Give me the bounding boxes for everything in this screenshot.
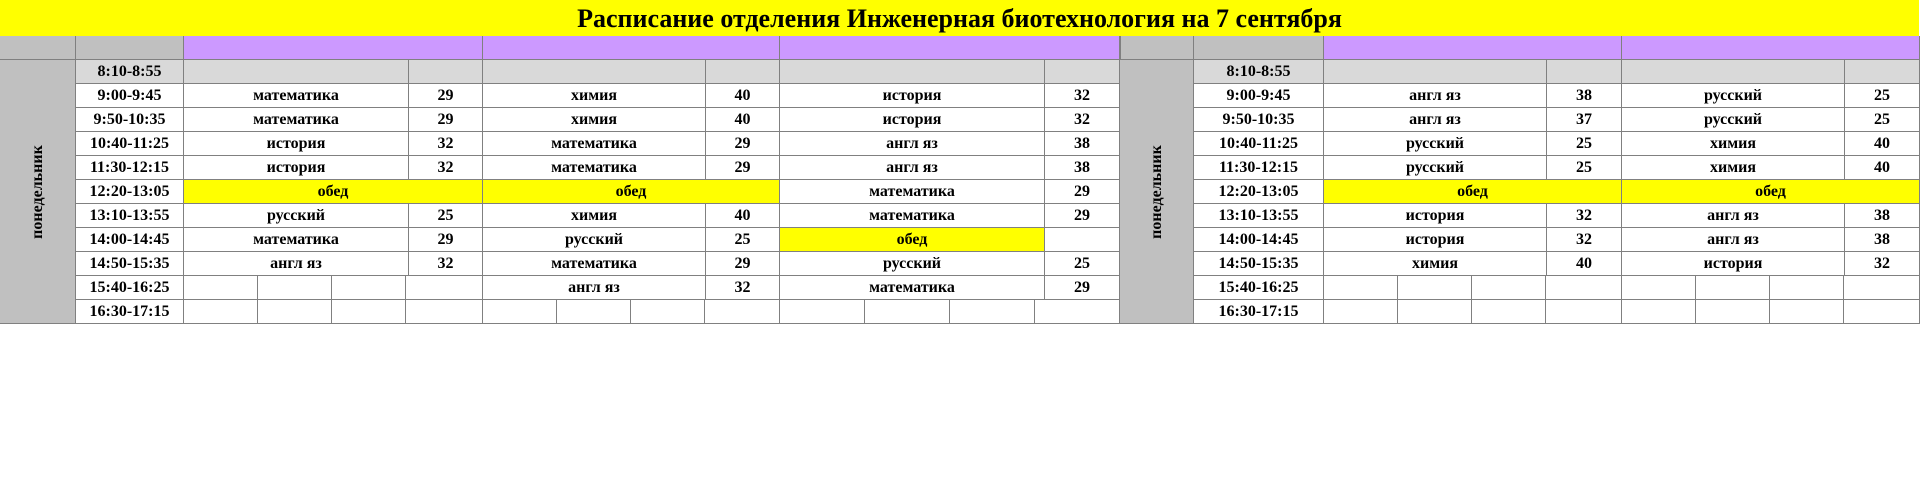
slot-empty bbox=[780, 60, 1045, 84]
time-slot: 11:30-12:15 bbox=[76, 156, 184, 180]
day-label-text: понедельник bbox=[1147, 144, 1165, 239]
empty-cell bbox=[1546, 276, 1622, 300]
empty-cell bbox=[258, 276, 332, 300]
subject-cell: математика bbox=[184, 108, 409, 132]
empty-cell bbox=[1770, 276, 1844, 300]
day-label-text: понедельник bbox=[28, 144, 46, 239]
room-number-cell: 40 bbox=[706, 108, 780, 132]
lunch-cell: обед bbox=[483, 180, 780, 204]
empty-cell bbox=[184, 300, 258, 324]
subject-cell: история bbox=[780, 108, 1045, 132]
empty-cell bbox=[1844, 276, 1920, 300]
empty-cell bbox=[631, 300, 705, 324]
empty-cell bbox=[258, 300, 332, 324]
subject-cell: химия bbox=[483, 108, 706, 132]
subject-cell: англ яз bbox=[1324, 108, 1547, 132]
group-header bbox=[1622, 36, 1920, 60]
room-number-cell: 32 bbox=[409, 132, 483, 156]
subject-cell: математика bbox=[483, 132, 706, 156]
header-corner-day bbox=[0, 36, 76, 60]
empty-cell bbox=[184, 276, 258, 300]
room-number-cell: 38 bbox=[1547, 84, 1622, 108]
subject-cell: русский bbox=[483, 228, 706, 252]
room-number-cell: 40 bbox=[1845, 132, 1920, 156]
room-number-cell: 38 bbox=[1045, 156, 1120, 180]
room-number-cell: 29 bbox=[1045, 276, 1120, 300]
room-number-cell: 32 bbox=[1045, 108, 1120, 132]
room-number-empty bbox=[1045, 228, 1120, 252]
header-corner-time bbox=[76, 36, 184, 60]
room-number-cell: 25 bbox=[409, 204, 483, 228]
time-slot: 12:20-13:05 bbox=[1194, 180, 1324, 204]
subject-cell: история bbox=[184, 156, 409, 180]
time-slot: 13:10-13:55 bbox=[1194, 204, 1324, 228]
empty-cell bbox=[705, 300, 780, 324]
empty-cell bbox=[1622, 300, 1696, 324]
slot-empty bbox=[1547, 60, 1622, 84]
room-number-cell: 38 bbox=[1845, 228, 1920, 252]
empty-cell bbox=[1398, 300, 1472, 324]
header-corner-time bbox=[1194, 36, 1324, 60]
slot-empty bbox=[483, 60, 706, 84]
room-number-cell: 29 bbox=[706, 156, 780, 180]
room-number-cell: 25 bbox=[1045, 252, 1120, 276]
time-slot: 14:00-14:45 bbox=[1194, 228, 1324, 252]
empty-cell bbox=[557, 300, 631, 324]
subject-cell: русский bbox=[1324, 132, 1547, 156]
empty-cell bbox=[1622, 276, 1696, 300]
time-slot: 13:10-13:55 bbox=[76, 204, 184, 228]
room-number-cell: 29 bbox=[409, 84, 483, 108]
room-number-cell: 32 bbox=[409, 252, 483, 276]
subject-cell: история bbox=[184, 132, 409, 156]
empty-cell bbox=[483, 300, 557, 324]
room-number-cell: 29 bbox=[409, 228, 483, 252]
day-label bbox=[1120, 60, 1194, 324]
group-header bbox=[184, 36, 483, 60]
empty-cell bbox=[1324, 300, 1398, 324]
time-slot: 8:10-8:55 bbox=[1194, 60, 1324, 84]
group-header bbox=[780, 36, 1120, 60]
time-slot: 9:00-9:45 bbox=[1194, 84, 1324, 108]
day-label bbox=[0, 60, 76, 324]
header-corner-day bbox=[1120, 36, 1194, 60]
lunch-cell: обед bbox=[1622, 180, 1920, 204]
subject-cell: русский bbox=[1622, 108, 1845, 132]
time-slot: 15:40-16:25 bbox=[76, 276, 184, 300]
subject-cell: история bbox=[1622, 252, 1845, 276]
time-slot: 9:50-10:35 bbox=[76, 108, 184, 132]
empty-cell bbox=[780, 300, 865, 324]
subject-cell: химия bbox=[1622, 156, 1845, 180]
empty-cell bbox=[1696, 300, 1770, 324]
subject-cell: англ яз bbox=[1622, 228, 1845, 252]
time-slot: 14:00-14:45 bbox=[76, 228, 184, 252]
page-title: Расписание отделения Инженерная биотехнология на 7 сентября bbox=[0, 0, 1919, 37]
room-number-cell: 32 bbox=[1045, 84, 1120, 108]
slot-empty bbox=[1324, 60, 1547, 84]
subject-cell: химия bbox=[483, 84, 706, 108]
room-number-cell: 25 bbox=[1547, 132, 1622, 156]
room-number-cell: 32 bbox=[706, 276, 780, 300]
subject-cell: история bbox=[780, 84, 1045, 108]
subject-cell: математика bbox=[184, 228, 409, 252]
time-slot: 9:00-9:45 bbox=[76, 84, 184, 108]
room-number-cell: 40 bbox=[706, 204, 780, 228]
group-header bbox=[483, 36, 780, 60]
room-number-cell: 32 bbox=[1547, 228, 1622, 252]
room-number-cell: 29 bbox=[1045, 204, 1120, 228]
room-number-cell: 25 bbox=[1547, 156, 1622, 180]
room-number-cell: 40 bbox=[706, 84, 780, 108]
slot-empty bbox=[409, 60, 483, 84]
room-number-cell: 40 bbox=[1845, 156, 1920, 180]
time-slot: 15:40-16:25 bbox=[1194, 276, 1324, 300]
empty-cell bbox=[332, 276, 406, 300]
time-slot: 16:30-17:15 bbox=[76, 300, 184, 324]
room-number-cell: 32 bbox=[1547, 204, 1622, 228]
subject-cell: математика bbox=[780, 276, 1045, 300]
time-slot: 12:20-13:05 bbox=[76, 180, 184, 204]
room-number-cell: 38 bbox=[1845, 204, 1920, 228]
empty-cell bbox=[1324, 276, 1398, 300]
subject-cell: химия bbox=[1622, 132, 1845, 156]
room-number-cell: 25 bbox=[1845, 108, 1920, 132]
empty-cell bbox=[1546, 300, 1622, 324]
empty-cell bbox=[1398, 276, 1472, 300]
empty-cell bbox=[1696, 276, 1770, 300]
subject-cell: англ яз bbox=[1622, 204, 1845, 228]
subject-cell: химия bbox=[483, 204, 706, 228]
room-number-cell: 38 bbox=[1045, 132, 1120, 156]
subject-cell: история bbox=[1324, 204, 1547, 228]
time-slot: 14:50-15:35 bbox=[1194, 252, 1324, 276]
subject-cell: англ яз bbox=[184, 252, 409, 276]
subject-cell: математика bbox=[780, 180, 1045, 204]
slot-empty bbox=[1622, 60, 1845, 84]
subject-cell: англ яз bbox=[1324, 84, 1547, 108]
time-slot: 11:30-12:15 bbox=[1194, 156, 1324, 180]
empty-cell bbox=[1035, 300, 1120, 324]
empty-cell bbox=[406, 300, 483, 324]
time-slot: 16:30-17:15 bbox=[1194, 300, 1324, 324]
time-slot: 8:10-8:55 bbox=[76, 60, 184, 84]
room-number-cell: 32 bbox=[1845, 252, 1920, 276]
subject-cell: англ яз bbox=[780, 132, 1045, 156]
subject-cell: русский bbox=[1622, 84, 1845, 108]
subject-cell: история bbox=[1324, 228, 1547, 252]
empty-cell bbox=[865, 300, 950, 324]
subject-cell: англ яз bbox=[780, 156, 1045, 180]
time-slot: 9:50-10:35 bbox=[1194, 108, 1324, 132]
group-header bbox=[1324, 36, 1622, 60]
slot-empty bbox=[706, 60, 780, 84]
room-number-cell: 37 bbox=[1547, 108, 1622, 132]
subject-cell: математика bbox=[184, 84, 409, 108]
subject-cell: математика bbox=[483, 156, 706, 180]
room-number-cell: 40 bbox=[1547, 252, 1622, 276]
subject-cell: англ яз bbox=[483, 276, 706, 300]
subject-cell: математика bbox=[483, 252, 706, 276]
empty-cell bbox=[332, 300, 406, 324]
time-slot: 10:40-11:25 bbox=[76, 132, 184, 156]
room-number-cell: 29 bbox=[706, 132, 780, 156]
room-number-cell: 29 bbox=[1045, 180, 1120, 204]
empty-cell bbox=[1770, 300, 1844, 324]
lunch-cell: обед bbox=[1324, 180, 1622, 204]
schedule-sheet bbox=[0, 36, 1920, 327]
slot-empty bbox=[184, 60, 409, 84]
subject-cell: русский bbox=[780, 252, 1045, 276]
time-slot: 10:40-11:25 bbox=[1194, 132, 1324, 156]
room-number-cell: 25 bbox=[1845, 84, 1920, 108]
empty-cell bbox=[1472, 300, 1546, 324]
slot-empty bbox=[1845, 60, 1920, 84]
lunch-cell: обед bbox=[184, 180, 483, 204]
room-number-cell: 25 bbox=[706, 228, 780, 252]
empty-cell bbox=[406, 276, 483, 300]
empty-cell bbox=[1472, 276, 1546, 300]
empty-cell bbox=[1844, 300, 1920, 324]
lunch-cell: обед bbox=[780, 228, 1045, 252]
time-slot: 14:50-15:35 bbox=[76, 252, 184, 276]
slot-empty bbox=[1045, 60, 1120, 84]
subject-cell: русский bbox=[184, 204, 409, 228]
block-gap bbox=[1120, 36, 1121, 60]
room-number-cell: 29 bbox=[409, 108, 483, 132]
subject-cell: химия bbox=[1324, 252, 1547, 276]
room-number-cell: 32 bbox=[409, 156, 483, 180]
subject-cell: математика bbox=[780, 204, 1045, 228]
subject-cell: русский bbox=[1324, 156, 1547, 180]
empty-cell bbox=[950, 300, 1035, 324]
room-number-cell: 29 bbox=[706, 252, 780, 276]
